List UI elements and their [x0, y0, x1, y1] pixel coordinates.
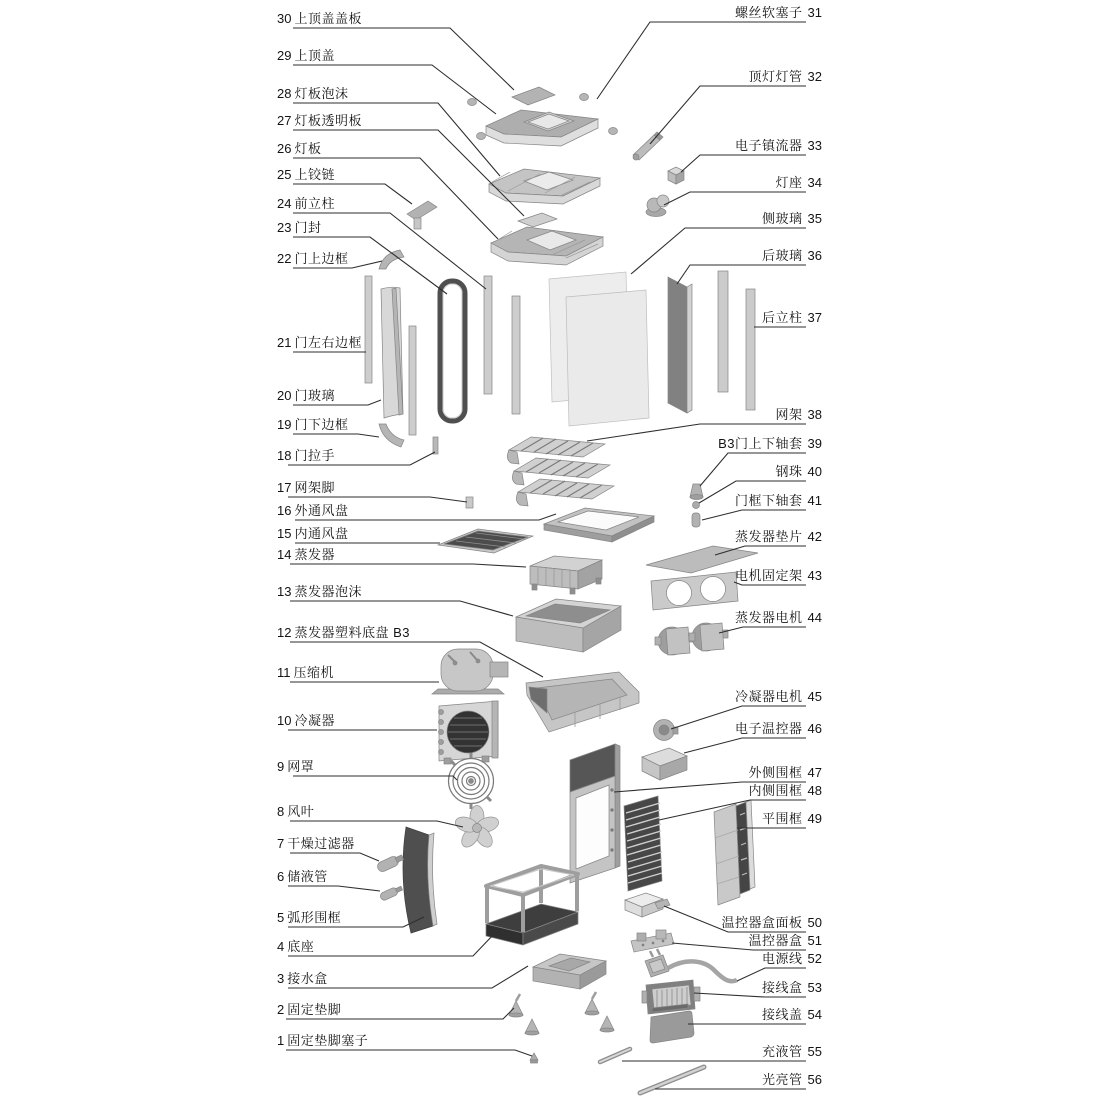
- part-label-23: [277, 220, 321, 236]
- part-label-39: [718, 436, 822, 452]
- part-label-20: [277, 388, 335, 404]
- part-label-21: [277, 335, 362, 351]
- part-name: 外通风盘: [294, 503, 349, 518]
- part-name: 干燥过滤器: [287, 836, 355, 851]
- part-label-32: [749, 69, 822, 85]
- part-number: 37: [807, 310, 822, 325]
- part-name: 接线盖: [762, 1007, 803, 1022]
- part-number: 36: [807, 248, 822, 263]
- part-name: 前立柱: [294, 196, 335, 211]
- part-label-10: [277, 713, 335, 729]
- part-number: 56: [807, 1072, 822, 1087]
- part-name: 冷凝器电机: [735, 689, 803, 704]
- part-name: 灯板: [294, 141, 322, 156]
- part-name: 灯座: [775, 175, 803, 190]
- part-number: 34: [807, 175, 822, 190]
- part-name: 内侧围框: [748, 783, 803, 798]
- part-label-38: [776, 407, 822, 423]
- part-name: 底座: [287, 939, 315, 954]
- part-name: 钢珠: [775, 464, 803, 479]
- part-number: 20: [277, 388, 292, 403]
- part-name: 灯板透明板: [294, 113, 362, 128]
- part-label-14: [277, 547, 335, 563]
- part-name: 光亮管: [762, 1072, 803, 1087]
- part-name: 上顶盖盖板: [294, 11, 362, 26]
- part-label-22: [277, 251, 348, 267]
- part-label-47: [749, 765, 822, 781]
- part-label-8: [277, 804, 314, 820]
- part-number: 50: [807, 915, 822, 930]
- part-label-45: [735, 689, 822, 705]
- part-number: 27: [277, 113, 292, 128]
- part-name: 门封: [294, 220, 322, 235]
- part-label-19: [277, 417, 348, 433]
- part-label-13: [277, 584, 362, 600]
- part-label-48: [749, 783, 822, 799]
- part-label-2: [277, 1002, 341, 1018]
- part-name: 风叶: [287, 804, 315, 819]
- part-name: 网架: [775, 407, 803, 422]
- part-number: 25: [277, 167, 292, 182]
- part-name: 温控器盒面板: [721, 915, 803, 930]
- part-number: 55: [807, 1044, 822, 1059]
- part-number: 21: [277, 335, 292, 350]
- part-name: 后玻璃: [762, 248, 803, 263]
- part-number: 40: [807, 464, 822, 479]
- part-label-33: [735, 138, 822, 154]
- part-label-36: [762, 248, 822, 264]
- part-label-40: [776, 464, 822, 480]
- part-number: 30: [277, 11, 292, 26]
- part-number: 11: [277, 665, 291, 680]
- part-number: 32: [807, 69, 822, 84]
- part-label-18: [277, 448, 335, 464]
- part-number: 44: [807, 610, 822, 625]
- part-name: 侧玻璃: [762, 211, 803, 226]
- part-name: 冷凝器: [294, 713, 335, 728]
- part-label-54: [762, 1007, 822, 1023]
- part-name: 电子温控器: [735, 721, 803, 736]
- part-name: 网架脚: [294, 480, 335, 495]
- part-number: 10: [277, 713, 292, 728]
- part-number: 42: [807, 529, 822, 544]
- part-name: 网罩: [287, 759, 315, 774]
- part-name: 固定垫脚: [287, 1002, 342, 1017]
- part-number: 3: [277, 971, 285, 986]
- part-name: 温控器盒: [748, 933, 803, 948]
- part-label-49: [762, 811, 822, 827]
- part-name: 蒸发器塑料底盘 B3: [294, 625, 410, 640]
- part-name: 电子镇流器: [735, 138, 803, 153]
- part-label-24: [277, 196, 335, 212]
- part-number: 41: [807, 493, 822, 508]
- part-label-52: [762, 951, 822, 967]
- part-label-27: [277, 113, 362, 129]
- part-label-6: [277, 869, 328, 885]
- part-label-42: [735, 529, 822, 545]
- part-label-28: [277, 86, 348, 102]
- part-label-15: [277, 526, 348, 542]
- part-name: 门框下轴套: [735, 493, 803, 508]
- part-label-4: [277, 939, 314, 955]
- part-name: 平围框: [762, 811, 803, 826]
- part-name: 接线盒: [762, 980, 803, 995]
- part-label-41: [735, 493, 822, 509]
- part-name: 蒸发器垫片: [735, 529, 803, 544]
- part-number: 54: [807, 1007, 822, 1022]
- part-number: 22: [277, 251, 292, 266]
- part-number: 26: [277, 141, 292, 156]
- part-name: B3门上下轴套: [718, 436, 803, 451]
- part-number: 7: [277, 836, 285, 851]
- part-number: 47: [807, 765, 822, 780]
- part-label-46: [735, 721, 822, 737]
- part-number: 33: [807, 138, 822, 153]
- part-label-11: [277, 665, 334, 681]
- part-number: 23: [277, 220, 292, 235]
- part-number: 51: [807, 933, 822, 948]
- part-name: 门上边框: [294, 251, 349, 266]
- part-number: 16: [277, 503, 292, 518]
- part-name: 蒸发器电机: [735, 610, 803, 625]
- part-label-1: [277, 1033, 368, 1049]
- part-label-7: [277, 836, 355, 852]
- part-number: 1: [277, 1033, 285, 1048]
- part-number: 49: [807, 811, 822, 826]
- part-number: 5: [277, 910, 285, 925]
- part-number: 46: [807, 721, 822, 736]
- part-number: 48: [807, 783, 822, 798]
- part-number: 8: [277, 804, 285, 819]
- part-name: 固定垫脚塞子: [287, 1033, 369, 1048]
- part-number: 15: [277, 526, 292, 541]
- part-number: 31: [807, 5, 822, 20]
- part-label-43: [735, 568, 822, 584]
- part-name: 储液管: [287, 869, 328, 884]
- part-number: 19: [277, 417, 292, 432]
- part-name: 外侧围框: [748, 765, 803, 780]
- part-name: 蒸发器: [294, 547, 335, 562]
- part-number: 45: [807, 689, 822, 704]
- part-label-34: [776, 175, 822, 191]
- part-name: 充液管: [762, 1044, 803, 1059]
- part-number: 52: [807, 951, 822, 966]
- part-label-55: [762, 1044, 822, 1060]
- part-label-37: [762, 310, 822, 326]
- part-name: 电机固定架: [735, 568, 803, 583]
- part-number: 43: [807, 568, 822, 583]
- part-name: 后立柱: [762, 310, 803, 325]
- part-number: 13: [277, 584, 292, 599]
- part-number: 17: [277, 480, 292, 495]
- part-number: 24: [277, 196, 292, 211]
- part-number: 29: [277, 48, 292, 63]
- part-label-56: [762, 1072, 822, 1088]
- part-label-44: [735, 610, 822, 626]
- part-number: 9: [277, 759, 285, 774]
- part-label-29: [277, 48, 335, 64]
- part-name: 门下边框: [294, 417, 349, 432]
- part-name: 上铰链: [294, 167, 335, 182]
- part-label-53: [762, 980, 822, 996]
- part-name: 顶灯灯管: [748, 69, 803, 84]
- part-number: 28: [277, 86, 292, 101]
- part-name: 压缩机: [293, 665, 335, 680]
- part-label-5: [277, 910, 341, 926]
- part-label-35: [762, 211, 822, 227]
- part-label-12: [277, 625, 410, 641]
- part-label-25: [277, 167, 335, 183]
- part-name: 电源线: [762, 951, 803, 966]
- part-number: 53: [807, 980, 822, 995]
- part-number: 39: [807, 436, 822, 451]
- part-label-3: [277, 971, 328, 987]
- part-name: 门玻璃: [294, 388, 335, 403]
- part-name: 上顶盖: [294, 48, 335, 63]
- part-label-16: [277, 503, 348, 519]
- part-number: 6: [277, 869, 285, 884]
- part-name: 门拉手: [294, 448, 335, 463]
- part-name: 蒸发器泡沫: [294, 584, 362, 599]
- part-number: 2: [277, 1002, 285, 1017]
- part-number: 12: [277, 625, 292, 640]
- part-name: 螺丝软塞子: [735, 5, 803, 20]
- part-label-50: [722, 915, 822, 931]
- part-name: 内通风盘: [294, 526, 349, 541]
- part-name: 门左右边框: [294, 335, 362, 350]
- part-number: 14: [277, 547, 292, 562]
- part-number: 4: [277, 939, 285, 954]
- part-label-31: [735, 5, 822, 21]
- part-label-9: [277, 759, 314, 775]
- part-number: 18: [277, 448, 292, 463]
- part-label-30: [277, 11, 362, 27]
- part-name: 灯板泡沫: [294, 86, 349, 101]
- part-number: 38: [807, 407, 822, 422]
- part-name: 弧形围框: [287, 910, 342, 925]
- part-label-17: [277, 480, 335, 496]
- part-label-26: [277, 141, 321, 157]
- part-label-51: [749, 933, 822, 949]
- part-name: 接水盒: [287, 971, 328, 986]
- part-number: 35: [807, 211, 822, 226]
